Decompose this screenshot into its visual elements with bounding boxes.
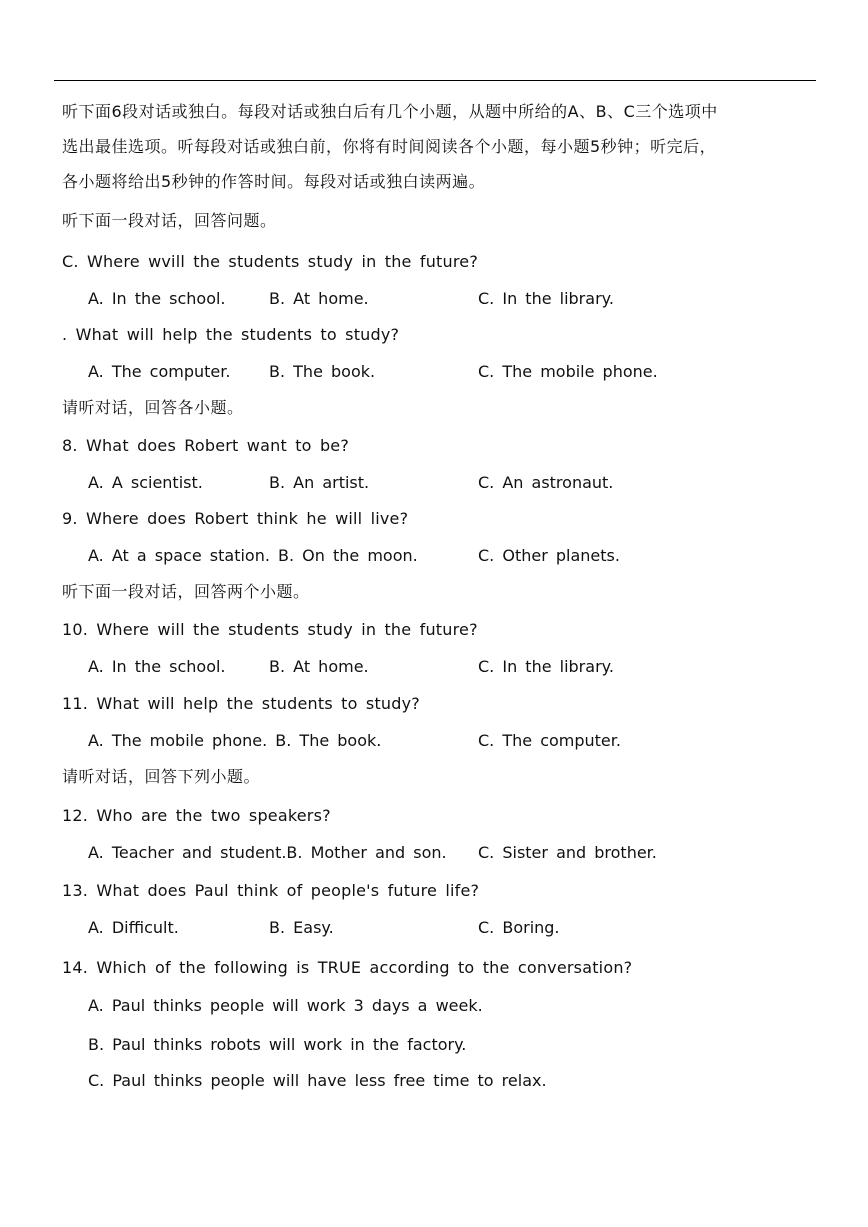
option-c: C. An astronaut. (478, 473, 614, 492)
option-a: A. In the school. (88, 657, 226, 676)
question-dot: . What will help the students to study? (62, 325, 400, 344)
question-14: 14. Which of the following is TRUE according to the conversation? (62, 958, 633, 977)
question-9: 9. Where does Robert think he will live? (62, 509, 409, 528)
option-c: C. Paul thinks people will have less free time to relax. (88, 1071, 547, 1090)
question-c: C. Where wvill the students study in the future? (62, 252, 479, 271)
option-a: A. A scientist. (88, 473, 203, 492)
option-a: A. In the school. (88, 289, 226, 308)
option-a-b: A. Teacher and student.B. Mother and son. (88, 843, 447, 862)
option-b: B. The book. (269, 362, 376, 381)
section-heading-3: 听下面一段对话，回答两个小题。 (62, 582, 310, 601)
option-b: B. An artist. (269, 473, 370, 492)
option-c: C. Sister and brother. (478, 843, 657, 862)
option-a: A. Paul thinks people will work 3 days a week. (88, 996, 483, 1015)
option-b: B. Paul thinks robots will work in the factory. (88, 1035, 467, 1054)
option-c: C. Other planets. (478, 546, 620, 565)
section-heading-2: 请听对话，回答各小题。 (62, 398, 244, 417)
question-10: 10. Where will the students study in the future? (62, 620, 478, 639)
option-c: C. In the library. (478, 289, 614, 308)
question-12: 12. Who are the two speakers? (62, 806, 331, 825)
option-a: A. Difficult. (88, 918, 179, 937)
question-11: 11. What will help the students to study? (62, 694, 420, 713)
instructions-line-1: 听下面6段对话或独白。每段对话或独白后有几个小题，从题中所给的A、B、C三个选项中 (62, 102, 718, 121)
option-c: C. In the library. (478, 657, 614, 676)
header-rule (54, 80, 816, 81)
option-a: A. The computer. (88, 362, 231, 381)
section-heading-1: 听下面一段对话，回答问题。 (62, 211, 277, 230)
instructions-line-3: 各小题将给出5秒钟的作答时间。每段对话或独白读两遍。 (62, 172, 486, 191)
section-heading-4: 请听对话，回答下列小题。 (62, 767, 261, 786)
instructions-line-2: 选出最佳选项。听每段对话或独白前，你将有时间阅读各个小题，每小题5秒钟；听完后， (62, 137, 717, 156)
option-b: B. At home. (269, 289, 369, 308)
option-c: C. The mobile phone. (478, 362, 658, 381)
option-b: B. At home. (269, 657, 369, 676)
question-8: 8. What does Robert want to be? (62, 436, 350, 455)
option-a-b: A. The mobile phone. B. The book. (88, 731, 382, 750)
option-c: C. Boring. (478, 918, 560, 937)
question-13: 13. What does Paul think of people's future life? (62, 881, 480, 900)
option-a-b: A. At a space station. B. On the moon. (88, 546, 418, 565)
option-b: B. Easy. (269, 918, 334, 937)
option-c: C. The computer. (478, 731, 621, 750)
